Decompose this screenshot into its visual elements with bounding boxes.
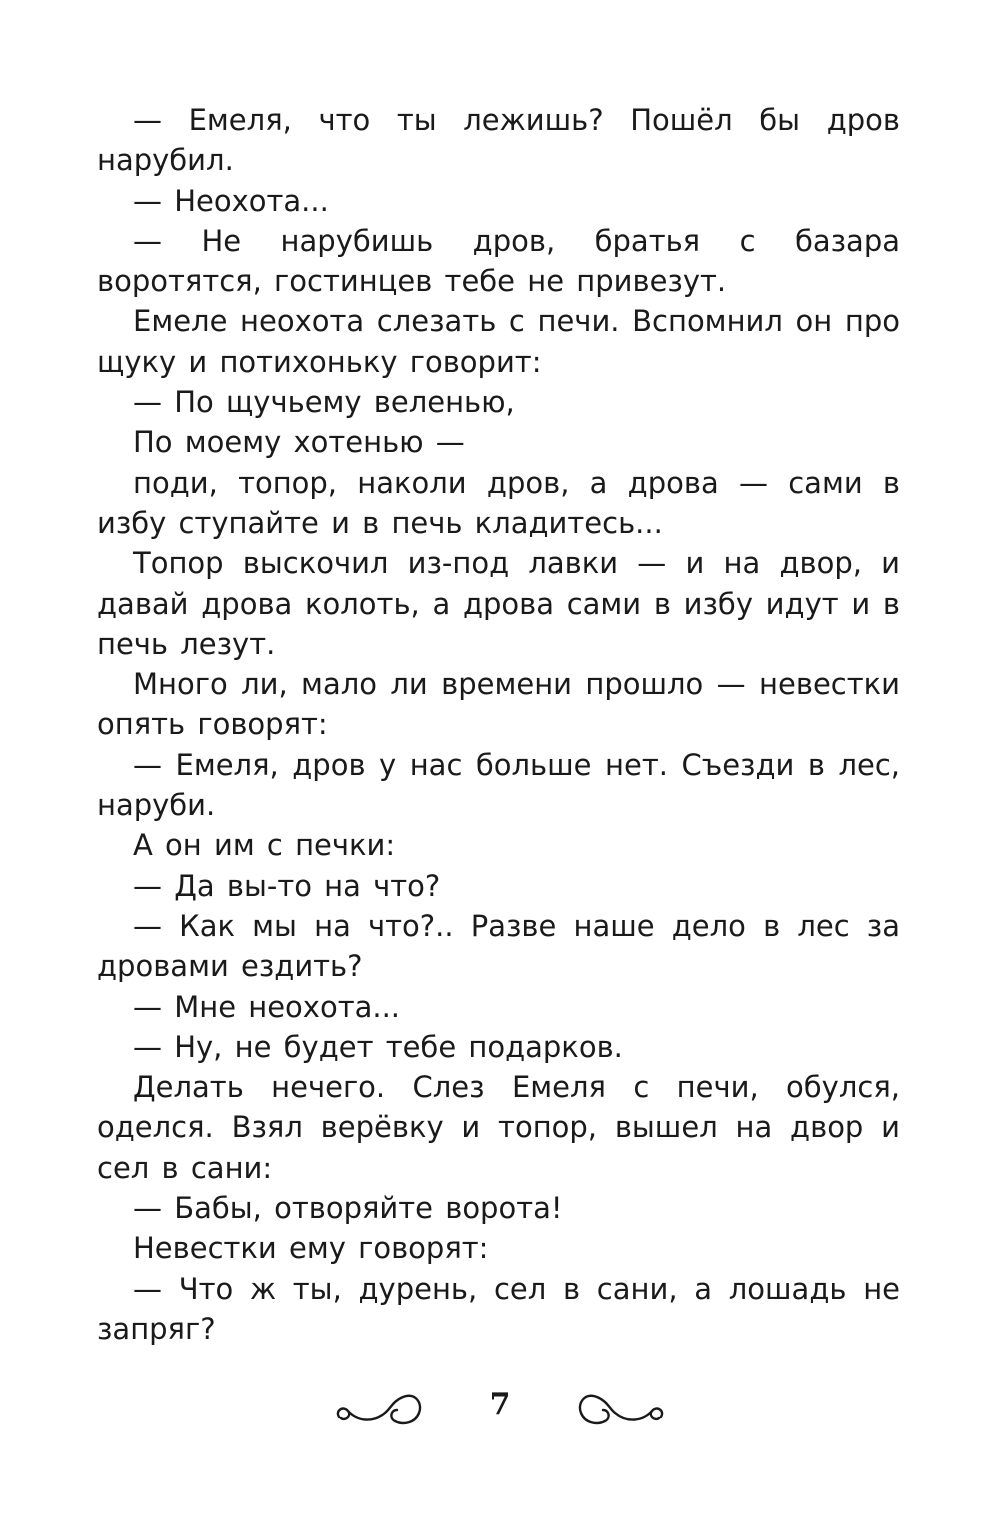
flourish-left-icon [333,1383,425,1431]
paragraph-9: Много ли, мало ли времени прошло — невестки опять говорят: [97,667,900,742]
paragraph-11: А он им с печки: [133,828,396,863]
paragraph-3: — Не нарубишь дров, братья с базара воротятся, гостинцев тебе не привезут. [97,223,900,299]
paragraph-12: — Да вы-то на что? [133,868,441,903]
paragraph-19: — Что ж ты, дурень, сел в сани, а лошадь не запряг? [97,1271,900,1346]
paragraph-6: По моему хотенью — [133,425,465,460]
paragraph-15: — Ну, не будет тебе подарков. [133,1029,623,1064]
paragraph-13: — Как мы на что?.. Разве наше дело в лес за дровами ездить? [97,908,900,984]
paragraph-5: — По щучьему веленью, [133,385,515,420]
flourish-right-icon [575,1383,667,1431]
paragraph-7: поди, топор, наколи дров, а дрова — сами в избу ступайте и в печь кладитесь... [97,465,900,540]
paragraph-4: Емеле неохота слезать с печи. Вспомнил он про щуку и потихоньку говорит: [97,304,900,379]
paragraph-10: — Емеля, дров у нас больше нет. Съезди в лес, наруби. [97,747,900,823]
paragraph-18: Невестки ему говорят: [133,1231,489,1266]
paragraph-2: — Неохота... [133,183,329,218]
paragraph-14: — Мне неохота... [133,989,401,1024]
paragraph-16: Делать нечего. Слез Емеля с печи, обулся, оделся. Взял верёвку и топор, вышел на двор и сел в сани: [97,1070,900,1185]
page-number: 7 [489,1387,511,1422]
paragraph-8: Топор выскочил из-под лавки — и на двор, и давай дрова колоть, а дрова сами в избу идут и в печь лезут. [97,546,900,661]
paragraph-1: — Емеля, что ты лежишь? Пошёл бы дров нарубил. [97,103,900,178]
paragraph-17: — Бабы, отворяйте ворота! [133,1191,563,1226]
page-footer [0,1375,1000,1445]
page-text-body [97,100,900,1349]
